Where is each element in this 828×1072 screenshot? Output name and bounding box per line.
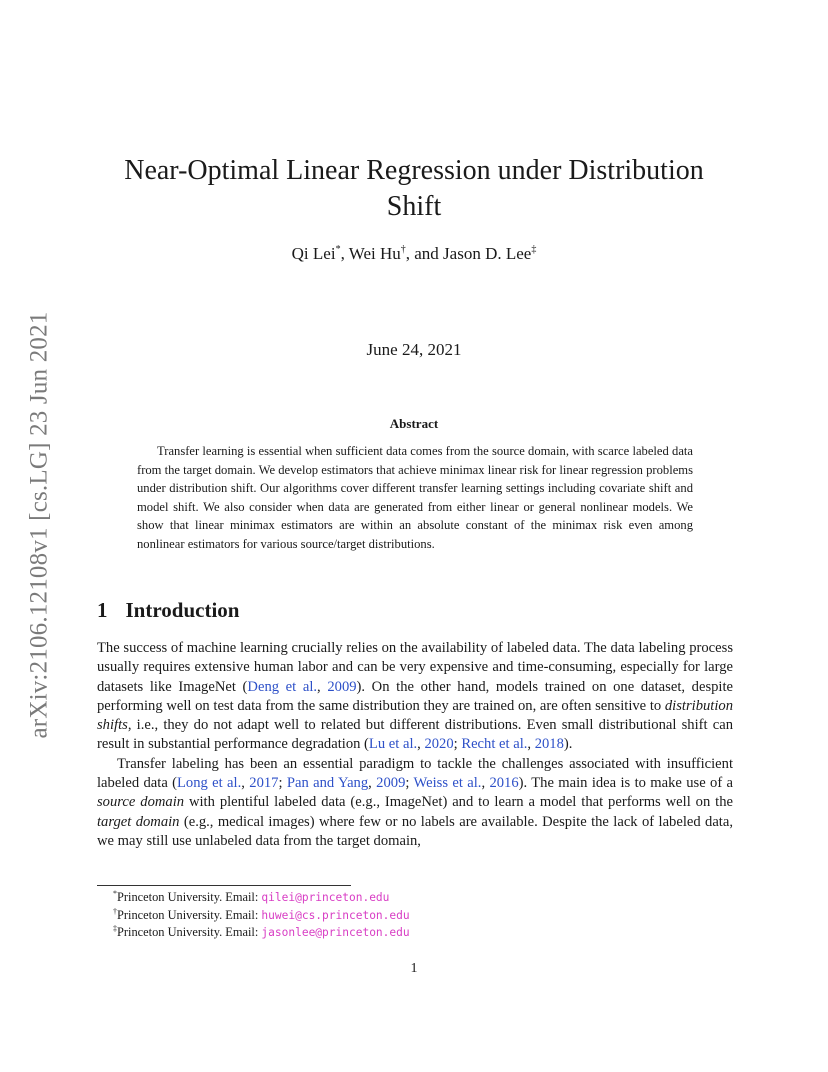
paper-title: Near-Optimal Linear Regression under Distribution Shift (124, 155, 704, 222)
citation-year-link[interactable]: 2020 (424, 736, 454, 753)
citation-year-link[interactable]: 2009 (327, 678, 357, 695)
introduction-body (97, 639, 733, 851)
footnote-text: Princeton University. Email: (117, 925, 262, 939)
citation-link[interactable]: Recht et al. (461, 736, 528, 753)
text-run: ). On the other hand, models trained on one dataset, despite performing well on test data from the same distribution they are trained on, are often sensitive to (97, 678, 734, 714)
footnote-mark: * (113, 889, 117, 898)
text-run: , (417, 736, 425, 753)
footnote-mark: ‡ (113, 924, 117, 933)
text-run: , (368, 775, 377, 792)
emphasis: target domain (97, 813, 180, 830)
author-mark: ‡ (531, 244, 537, 255)
section-heading (97, 598, 239, 623)
text-run: ; (405, 775, 414, 792)
text-run: ). (563, 736, 573, 753)
author-separator: , (340, 244, 349, 263)
paper-date: June 24, 2021 (366, 340, 462, 359)
text-run: , (481, 775, 490, 792)
text-run: , (317, 678, 328, 695)
email-link[interactable]: huwei@cs.princeton.edu (261, 908, 410, 922)
footnote-text: Princeton University. Email: (117, 890, 262, 904)
abstract-text: Transfer learning is essential when sufficient data comes from the source domain, with scarce labeled data from the target domain. We develop estimators that achieve minimax linear risk for linear regression problems under distribution shift. Our algorithms cover different transfer learning settings including covariate shift and model shift. We also consider when data are generated from either linear or general nonlinear models. We show that linear minimax estimators are within an absolute constant of the minimax risk even among nonlinear estimators for various source/target distributions. (137, 444, 693, 551)
citation-link[interactable]: Long et al. (177, 775, 242, 792)
citation-year-link[interactable]: 2018 (534, 736, 564, 753)
email-link[interactable]: jasonlee@princeton.edu (261, 926, 410, 939)
footnote (113, 924, 410, 942)
text-run: The success of machine learning crucially relies on the availability of labeled data. The data labeling process usually requires extensive human labor and can be very expensive and time-consuming, especially for large datasets like ImageNet ( (97, 640, 733, 695)
author-name: Jason D. Lee (443, 244, 532, 263)
abstract-heading: Abstract (389, 416, 439, 431)
text-run: (e.g., medical images) where few or no labels are available. Despite the lack of labeled data, we may still use unlabeled data from the target domain, (97, 813, 733, 849)
author-name: Wei Hu (348, 244, 401, 263)
footnote (113, 907, 410, 925)
text-run: Transfer labeling has been an essential paradigm to tackle the challenges associated with insufficient labeled data ( (97, 755, 733, 792)
page-number: 1 (410, 961, 418, 976)
footnotes (113, 889, 410, 942)
arxiv-sidebar (14, 292, 64, 758)
text-run: ). The main idea is to make use of a (518, 775, 734, 792)
footnote-divider (97, 885, 351, 886)
email-link[interactable]: qilei@princeton.edu (261, 891, 390, 904)
text-run: ; (453, 736, 462, 753)
author-mark: * (335, 244, 341, 255)
author-list (96, 242, 732, 266)
text-run: ; (278, 775, 287, 792)
emphasis: distribution shifts (97, 697, 733, 734)
paragraph (97, 755, 733, 851)
author-mark: † (400, 244, 406, 255)
footnote-mark: † (113, 906, 117, 916)
citation-year-link[interactable]: 2016 (489, 775, 519, 792)
paragraph (97, 639, 733, 755)
author-name: Qi Lei (291, 244, 336, 263)
text-run: , i.e., they do not adapt well to related but different distributions. Even small distributional shift can result in substantial performance degradation ( (97, 717, 733, 753)
citation-link[interactable]: Deng et al. (247, 678, 318, 695)
section-number: 1 (97, 598, 108, 622)
citation-link[interactable]: Weiss et al. (413, 775, 482, 792)
text-run: with plentiful labeled data (e.g., ImageNet) and to learn a model that performs well on the (184, 794, 734, 811)
citation-year-link[interactable]: 2009 (376, 775, 406, 792)
emphasis: source domain (97, 794, 185, 811)
section-title: Introduction (125, 598, 240, 622)
author-separator: , and (405, 244, 444, 263)
citation-year-link[interactable]: 2017 (249, 775, 279, 792)
text-run: , (241, 775, 250, 792)
footnote-text: Princeton University. Email: (117, 907, 262, 922)
citation-link[interactable]: Lu et al. (368, 736, 418, 753)
text-run: , (527, 736, 535, 753)
footnote (113, 889, 410, 907)
arxiv-identifier: arXiv:2106.12108v1 [cs.LG] 23 Jun 2021 (25, 311, 52, 739)
citation-link[interactable]: Pan and Yang (286, 775, 369, 792)
